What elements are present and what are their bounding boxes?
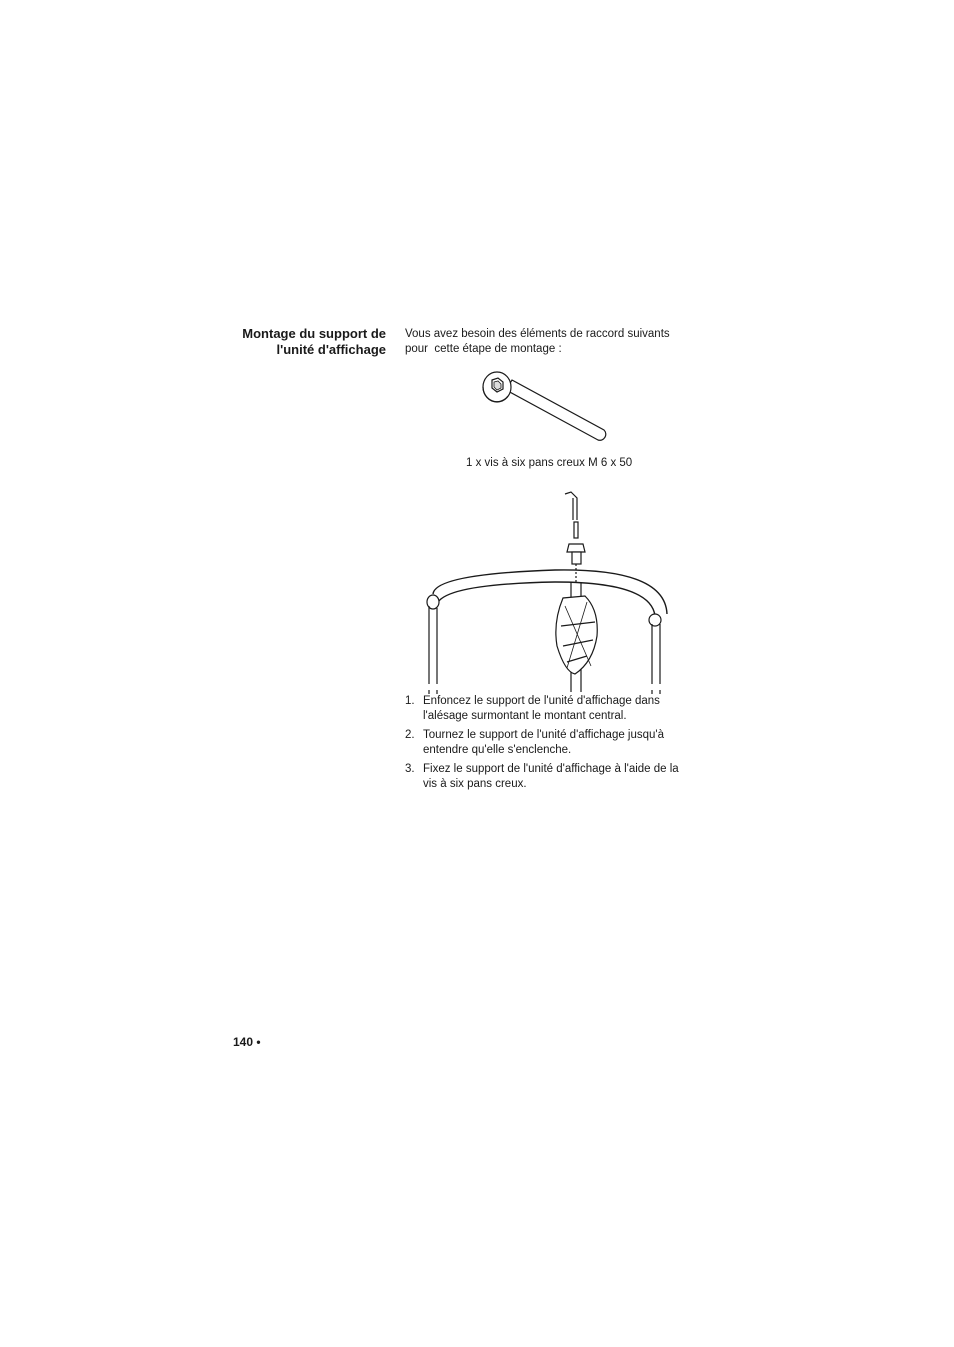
intro-line-1: Vous avez besoin des éléments de raccord suivants: [405, 328, 670, 340]
step-item: [405, 694, 695, 724]
step-item: [405, 728, 695, 758]
hex-socket-screw-icon: [470, 362, 610, 454]
section-heading: [200, 326, 386, 358]
steps-list: [405, 694, 695, 796]
intro-paragraph: [405, 327, 695, 357]
step-number: 2.: [405, 729, 415, 741]
intro-line-2: pour cette étape de montage :: [405, 343, 562, 355]
section-title-line-1: Montage du support de: [242, 326, 386, 341]
step-item: [405, 762, 695, 792]
page-number: 140 •: [233, 1035, 261, 1049]
step-text: Fixez le support de l'unité d'affichage à l'aide de la vis à six pans creux.: [423, 763, 679, 790]
step-number: 3.: [405, 763, 415, 775]
step-text: Tournez le support de l'unité d'affichage jusqu'à entendre qu'elle s'enclenche.: [423, 729, 665, 756]
display-support-assembly-icon: [415, 486, 675, 698]
section-title-line-2: l'unité d'affichage: [276, 342, 386, 357]
step-text: Enfoncez le support de l'unité d'affichage dans l'alésage surmontant le montant central.: [423, 695, 660, 722]
step-number: 1.: [405, 695, 415, 707]
screw-caption: 1 x vis à six pans creux M 6 x 50: [466, 457, 633, 469]
